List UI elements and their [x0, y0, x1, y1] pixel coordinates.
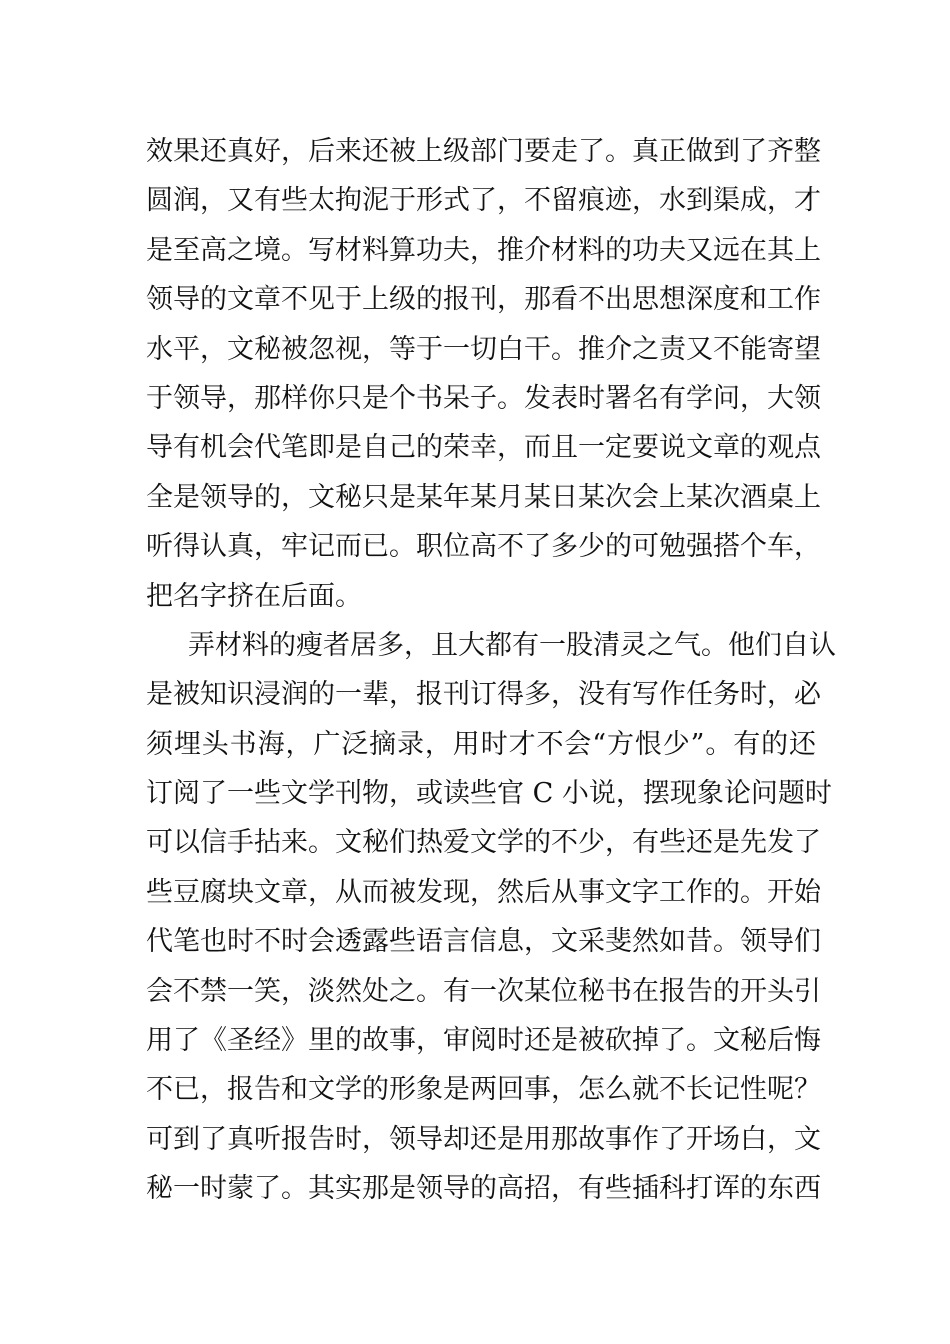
text-line: 导有机会代笔即是自己的荣幸，而且一定要说文章的观点 [146, 432, 821, 464]
text-line: 于领导，那样你只是个书呆子。发表时署名有学问，大领 [146, 382, 821, 414]
text-line: 用了《圣经》里的故事，审阅时还是被砍掉了。文秘后悔 [146, 1025, 821, 1057]
text-line: 代笔也时不时会透露些语言信息，文采斐然如昔。领导们 [146, 926, 821, 958]
text-line: 领导的文章不见于上级的报刊，那看不出思想深度和工作 [146, 284, 821, 316]
text-line: 圆润，又有些太拘泥于形式了，不留痕迹，水到渠成，才 [146, 185, 821, 217]
text-line: 秘一时蒙了。其实那是领导的高招，有些插科打诨的东西 [146, 1173, 821, 1205]
text-line: 是至高之境。写材料算功夫，推介材料的功夫又远在其上 [146, 234, 821, 266]
text-line: 效果还真好，后来还被上级部门要走了。真正做到了齐整 [146, 136, 821, 167]
text-line: 全是领导的，文秘只是某年某月某日某次会上某次酒桌上 [146, 481, 821, 513]
text-line: 是被知识浸润的一辈，报刊订得多，没有写作任务时，必 [146, 679, 821, 711]
text-line: 订阅了一些文学刊物，或读些官 C 小说，摆现象论问题时 [146, 778, 832, 810]
text-line: 可以信手拈来。文秘们热爱文学的不少，有些还是先发了 [146, 827, 821, 859]
text-line: 听得认真，牢记而已。职位高不了多少的可勉强搭个车， [146, 531, 821, 563]
text-line: 会不禁一笑，淡然处之。有一次某位秘书在报告的开头引 [146, 975, 821, 1007]
text-line: 水平，文秘被忽视，等于一切白干。推介之责又不能寄望 [146, 333, 821, 365]
body-text [146, 127, 836, 1214]
text-line: 可到了真听报告时，领导却还是用那故事作了开场白，文 [146, 1123, 821, 1155]
text-line: 须埋头书海，广泛摘录，用时才不会“方恨少”。有的还 [146, 728, 816, 760]
paragraph-end-line: 把名字挤在后面。 [146, 580, 362, 612]
paragraph-start-line: 弄材料的瘦者居多，且大都有一股清灵之气。他们自认 [188, 629, 836, 661]
text-line: 些豆腐块文章，从而被发现，然后从事文字工作的。开始 [146, 876, 821, 908]
text-line: 不已，报告和文学的形象是两回事，怎么就不长记性呢？ [146, 1074, 821, 1106]
